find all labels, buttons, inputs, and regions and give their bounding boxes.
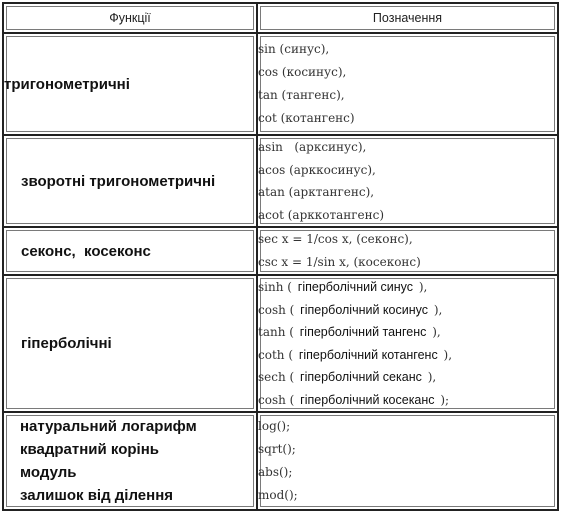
notation-line: abs(); [258,465,293,479]
hyp-desc: гіперболічний косеканс [300,392,435,407]
function-name: квадратний корінь [20,441,159,458]
hyp-fn: coth [258,347,285,362]
table-header-row [3,3,558,33]
table-row [3,412,558,510]
function-name: залишок від ділення [20,487,174,504]
notation-cell [257,135,558,227]
notation-line: sec x = 1/cos x, (секонс), [258,232,413,246]
table-row [3,275,558,412]
hyp-fn: cosh [258,302,286,317]
function-name: модуль [20,464,77,481]
notation-cell [257,275,558,412]
notation-line: cos (косинус), [258,65,347,79]
notation-line: log(); [258,419,291,433]
hyp-desc: гіперболічний котангенс [298,347,438,362]
notation-line: sqrt(); [258,442,296,456]
function-name: натуральний логарифм [20,418,197,435]
function-names [3,412,257,510]
notation-cell [257,33,558,135]
notation-line: tan (тангенс), [258,88,345,102]
hyp-fn: sech [258,370,286,384]
notation-cell [257,227,558,275]
notation-line: mod(); [258,488,298,502]
notation-line: csc x = 1/sin x, (косеконс) [258,255,421,269]
function-name: секонс, косеконс [3,227,257,275]
notation-line: sin (синус), [258,42,330,56]
hyp-fn: cosh [258,392,286,407]
hyp-end: ); [440,392,450,407]
hyp-end: ), [433,302,443,317]
hyp-end: ), [443,347,453,362]
table-row [3,33,558,135]
notation-line: cot (котангенс) [258,111,355,125]
hyp-fn: sinh [258,280,284,294]
header-notation: Позначення [257,3,558,33]
function-name: гіперболічні [3,275,257,412]
notation-line: asin (арксинус), [258,140,367,154]
table-row [3,135,558,227]
notation-line: sech ( гіперболічний секанс ), [258,370,437,384]
notation-line: sinh ( гіперболічний синус ), [258,280,428,294]
notation-line: coth ( гіперболічний котангенс ), [258,347,453,362]
hyp-end: ), [427,370,437,384]
notation-cell [257,412,558,510]
hyp-desc: гіперболічний тангенс [299,325,427,339]
notation-line: atan (арктангенс), [258,185,375,199]
table-row [3,227,558,275]
header-functions: Функції [3,3,257,33]
notation-line: cosh ( гіперболічний косеканс ); [258,392,450,407]
notation-line: acot (арккотангенс) [258,207,385,222]
hyp-end: ), [418,280,428,294]
function-name: зворотні тригонометричні [3,135,257,227]
hyp-end: ), [432,325,441,339]
notation-line: tanh ( гіперболічний тангенс ), [258,325,441,339]
functions-table [2,2,559,511]
hyp-desc: гіперболічний секанс [300,370,422,384]
hyp-fn: tanh [258,325,286,339]
hyp-desc: гіперболічний синус [297,280,414,294]
hyp-desc: гіперболічний косинус [300,302,428,317]
notation-line: cosh ( гіперболічний косинус ), [258,302,443,317]
notation-line: acos (арккосинус), [258,162,376,177]
function-name: тригонометричні [3,33,257,135]
